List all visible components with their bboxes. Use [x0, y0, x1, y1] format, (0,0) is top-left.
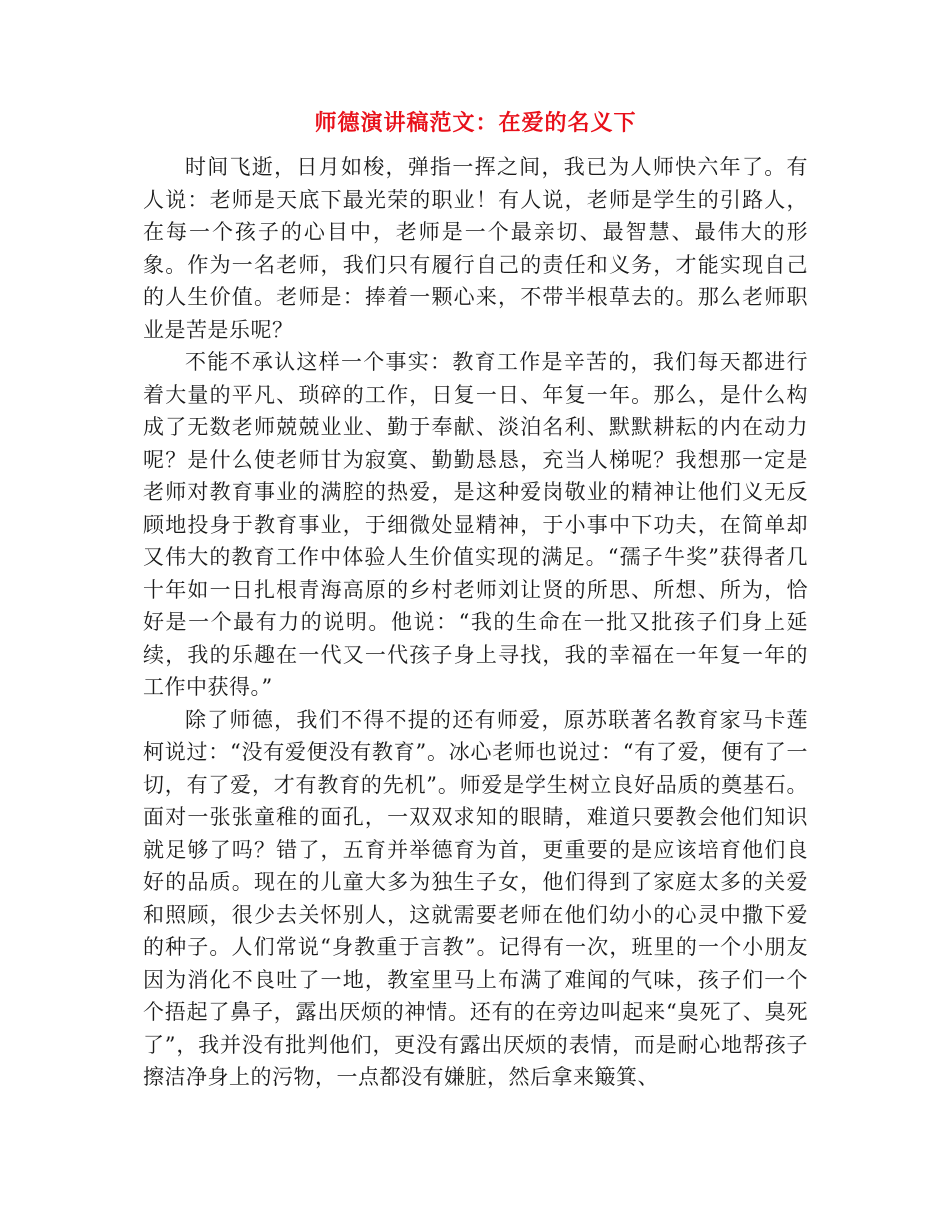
paragraph: 时间飞逝，日月如梭，弹指一挥之间，我已为人师快六年了。有人说：老师是天底下最光荣的职业！有人说，老师是学生的引路人，在每一个孩子的心目中，老师是一个最亲切、最智慧、最伟大的形象。作为一名老师，我们只有履行自己的责任和义务，才能实现自己的人生价值。老师是：捧着一颗心来，不带半根草去的。那么老师职业是苦是乐呢？: [143, 155, 808, 342]
document-page: [143, 108, 808, 1094]
paragraph: 除了师德，我们不得不提的还有师爱，原苏联著名教育家马卡莲柯说过：“没有爱便没有教育”。冰心老师也说过：“有了爱，便有了一切，有了爱，才有教育的先机”。师爱是学生树立良好品质的奠基石。面对一张张童稚的面孔，一双双求知的眼睛，难道只要教会他们知识就足够了吗？错了，五育并举德育为首，更重要的是应该培育他们良好的品质。现在的儿童大多为独生子女，他们得到了家庭太多的关爱和照顾，很少去关怀别人，这就需要老师在他们幼小的心灵中撒下爱的种子。人们常说“身教重于言教”。记得有一次，班里的一个小朋友因为消化不良吐了一地，教室里马上布满了难闻的气味，孩子们一个个捂起了鼻子，露出厌烦的神情。还有的在旁边叫起来“臭死了、臭死了”，我并没有批判他们，更没有露出厌烦的表情，而是耐心地帮孩子擦洁净身上的污物，一点都没有嫌脏，然后拿来簸箕、: [143, 707, 808, 1089]
paragraph: 不能不承认这样一个事实：教育工作是辛苦的，我们每天都进行着大量的平凡、琐碎的工作，日复一日、年复一年。那么，是什么构成了无数老师兢兢业业、勤于奉献、淡泊名利、默默耕耘的内在动力呢？是什么使老师甘为寂寞、勤勤恳恳，充当人梯呢？我想那一定是老师对教育事业的满腔的热爱，是这种爱岗敬业的精神让他们义无反顾地投身于教育事业，于细微处显精神，于小事中下功夫，在简单却又伟大的教育工作中体验人生价值实现的满足。“孺子牛奖”获得者几十年如一日扎根青海高原的乡村老师刘让贤的所思、所想、所为，恰好是一个最有力的说明。他说：“我的生命在一批又批孩子们身上延续，我的乐趣在一代又一代孩子身上寻找，我的幸福在一年复一年的工作中获得。”: [143, 350, 808, 699]
document-title: 师德演讲稿范文：在爱的名义下: [314, 110, 637, 136]
